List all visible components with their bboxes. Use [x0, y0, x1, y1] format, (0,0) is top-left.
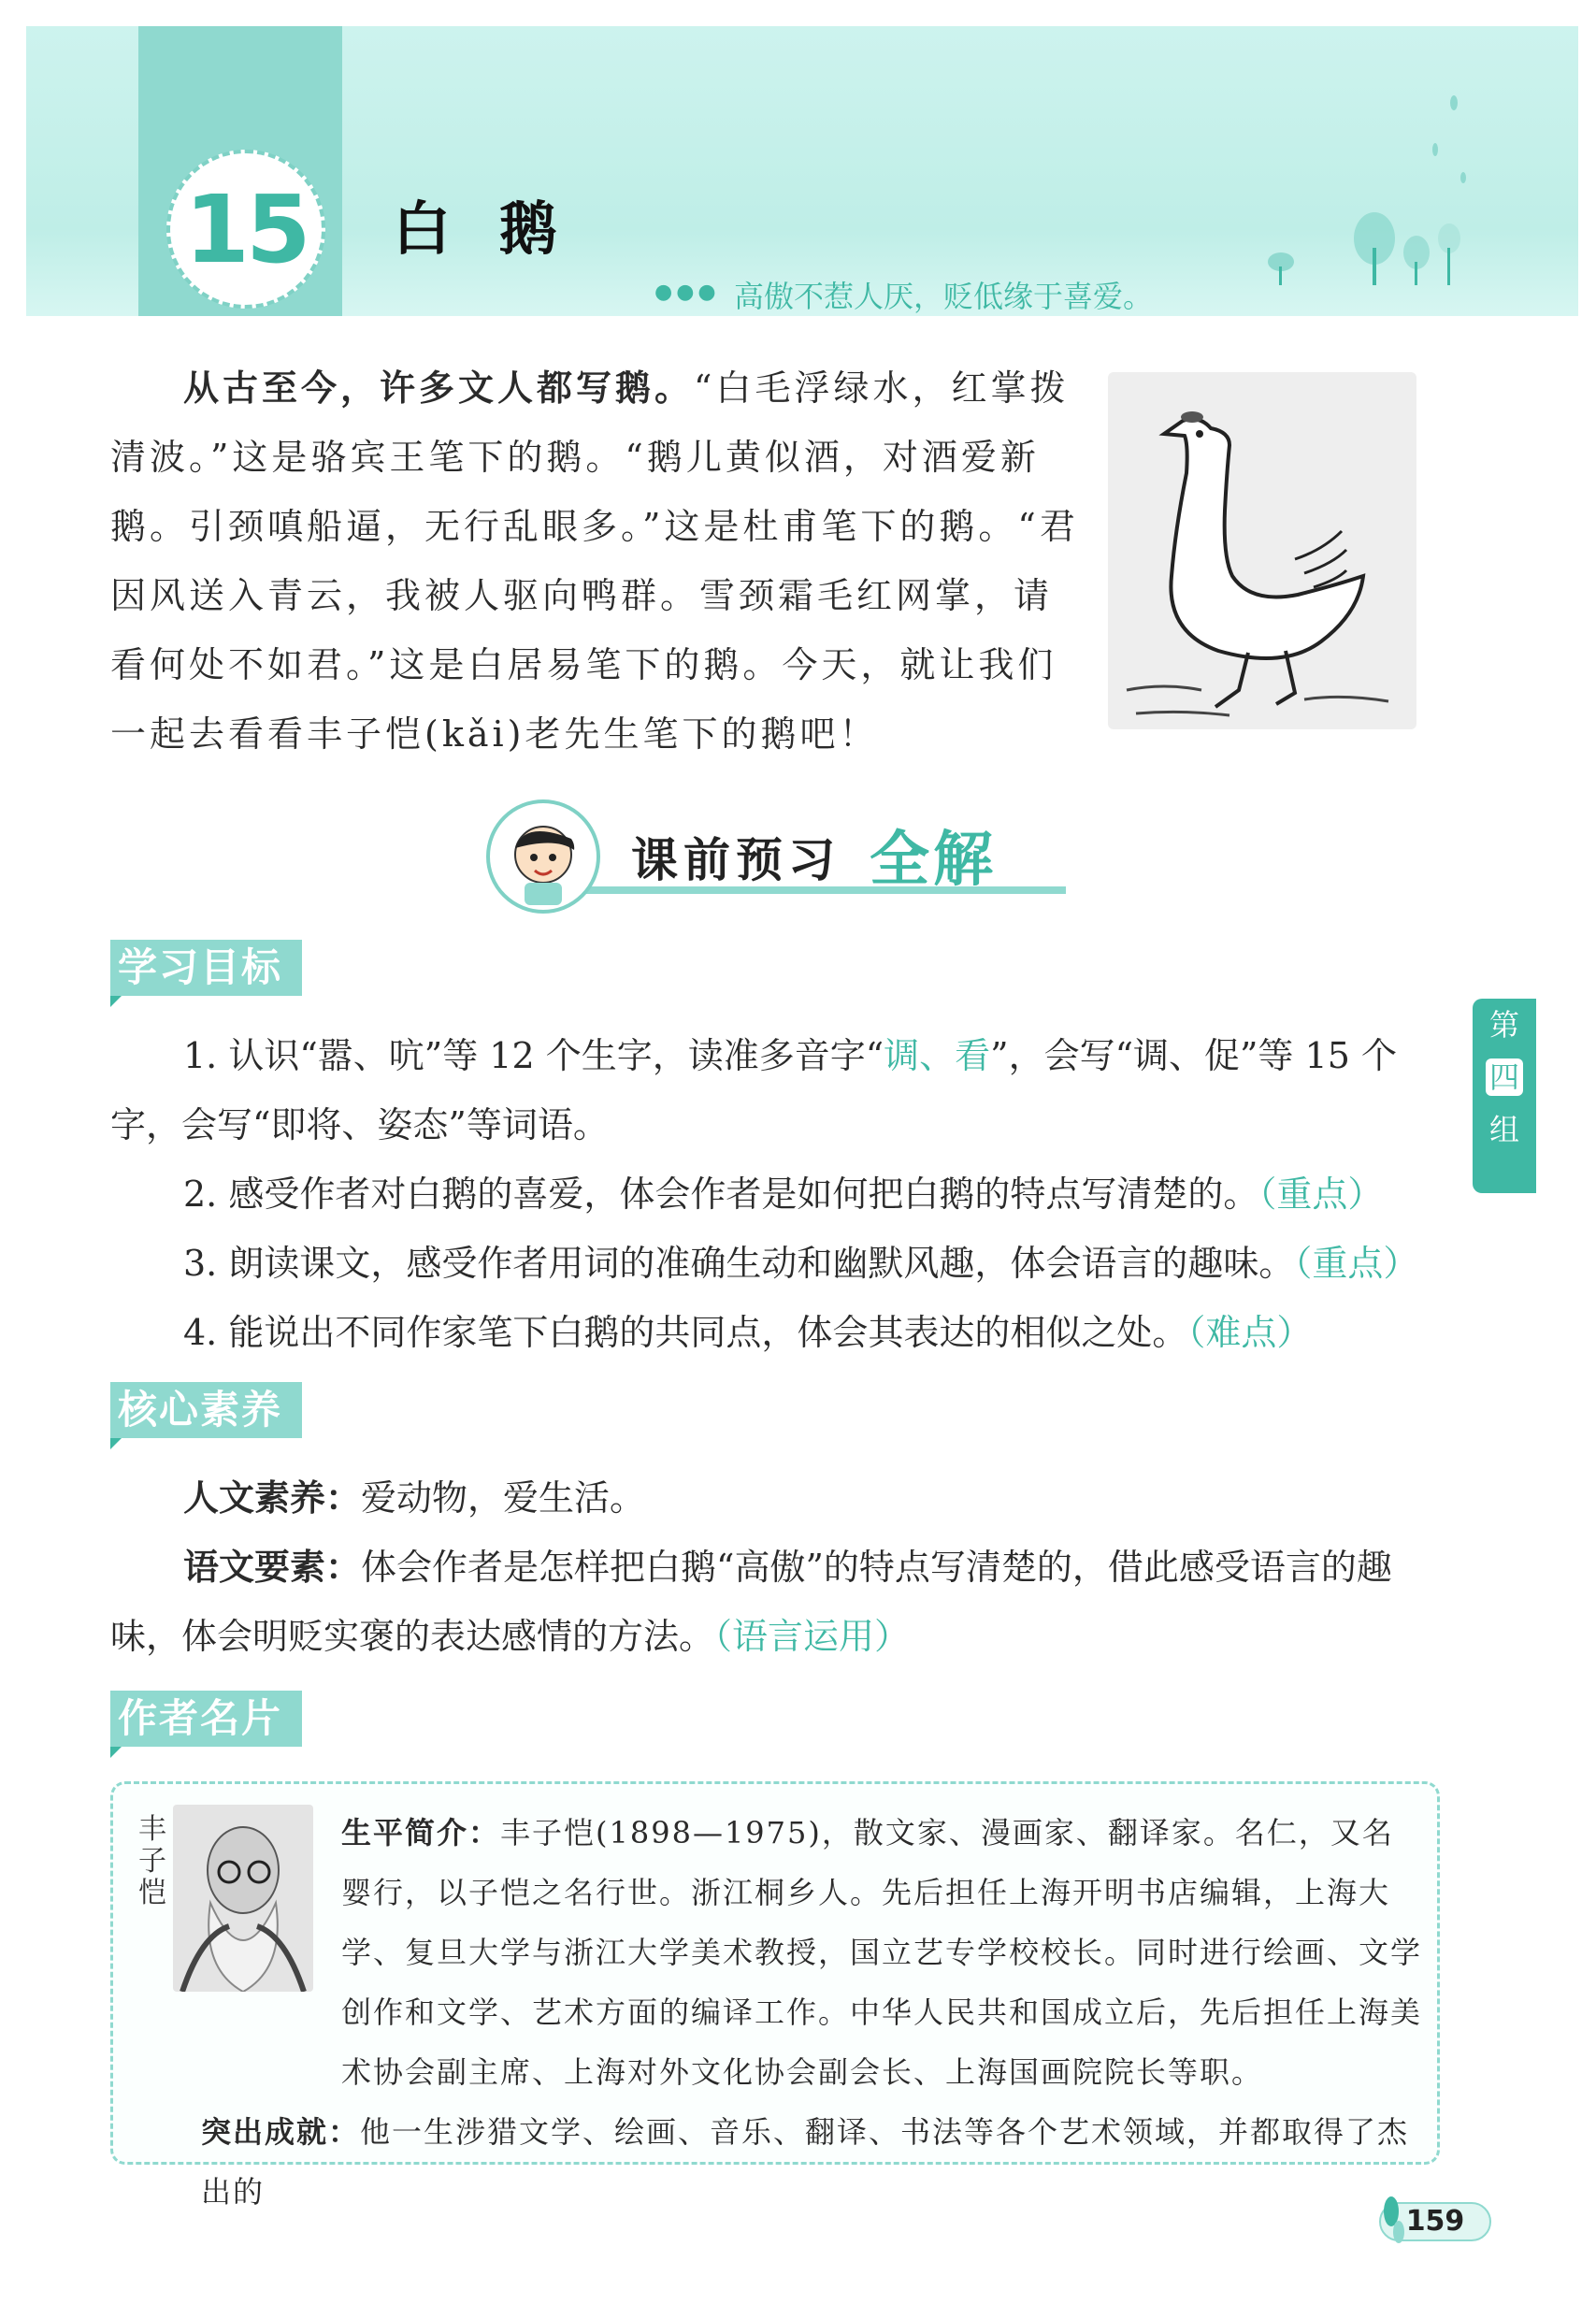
author-achievement [201, 2102, 1426, 2222]
core-humanities [110, 1463, 1447, 1533]
goal-1-text-c: ”，会写“调、促”等 15 个字，会写“即将、姿态”等词语。 [110, 1035, 1397, 1145]
intro-body: “白毛浮绿水，红掌拨清波。”这是骆宾王笔下的鹅。“鹅儿黄似酒，对酒爱新鹅。引颈嗔船逼，无行乱眼多。”这是杜甫笔下的鹅。“君因风送入青云，我被人驱向鸭群。雪颈霜毛红网掌，请看何处不如君。”这是白居易笔下的鹅。今天，就让我们一起去看看丰子恺(kǎi)老先生笔下的鹅吧！ [110, 367, 1079, 755]
core-language-tag: （语言运用） [714, 1616, 911, 1657]
goal-2-text: 2. 感受作者对白鹅的喜爱，体会作者是如何把白鹅的特点写清楚的。 [183, 1174, 1259, 1215]
author-bio-text: 丰子恺(1898—1975)，散文家、漫画家、翻译家。名仁，又名婴行，以子恺之名行世。浙江桐乡人。先后担任上海开明书店编辑，上海大学、复旦大学与浙江大学美术教授，国立艺专学校校长。同时进行绘画、文学创作和文学、艺术方面的编译工作。中华人民共和国成立后，先后担任上海美术协会副主席、上海对外文化协会副会长、上海国画院院长等职。 [341, 1815, 1423, 2090]
goal-1-text-a: 1. 认识“嚣、吭”等 12 个生字，读准多音字“ [183, 1035, 884, 1076]
author-bio [341, 1803, 1424, 2102]
side-tab-char-2: 四 [1486, 1058, 1523, 1096]
lesson-number-badge [166, 150, 325, 309]
core-language-text: 体会作者是怎样把白鹅“高傲”的特点写清楚的，借此感受语言的趣味，体会明贬实褒的表达感情的方法。 [110, 1547, 1392, 1657]
lesson-title: 白鹅 [393, 194, 607, 263]
boy-face-icon [490, 803, 597, 910]
banner-title-highlight: 全解 [870, 826, 997, 895]
dots-icon: ●●● [654, 281, 720, 304]
author-achievement-text: 他一生涉猎文学、绘画、音乐、翻译、书法等各个艺术领域，并都取得了杰出的 [201, 2114, 1410, 2210]
goal-4-tag: （难点） [1187, 1312, 1313, 1353]
goal-4 [110, 1298, 1447, 1367]
goal-1 [110, 1021, 1447, 1159]
goose-illustration [1108, 372, 1416, 729]
leaf-icon [1374, 2193, 1412, 2249]
author-portrait [173, 1805, 313, 1992]
student-avatar [486, 799, 600, 914]
goal-2-tag: （重点） [1258, 1174, 1384, 1215]
goal-3-tag: （重点） [1294, 1243, 1419, 1284]
intro-lead: 从古至今，许多文人都写鹅。 [183, 367, 695, 409]
section-label-author: 作者名片 [110, 1691, 302, 1747]
goal-4-text: 4. 能说出不同作家笔下白鹅的共同点，体会其表达的相似之处。 [183, 1312, 1188, 1353]
side-tab-char-1: 第 [1488, 1007, 1519, 1043]
goose-icon [1108, 372, 1416, 729]
lesson-motto: 高傲不惹人厌，贬低缘于喜爱。 [734, 279, 1154, 314]
author-name-vertical: 丰子恺 [138, 1813, 166, 1909]
page-number: 159 [1379, 2202, 1491, 2241]
trees-decoration-icon [1253, 75, 1477, 290]
side-tab-char-3: 组 [1488, 1112, 1519, 1147]
core-language [110, 1533, 1447, 1671]
core-language-label: 语文要素： [183, 1547, 362, 1588]
intro-paragraph [110, 353, 1083, 769]
author-achievement-label: 突出成就： [201, 2114, 361, 2150]
unit-side-tab [1473, 999, 1536, 1193]
goal-2 [110, 1159, 1447, 1229]
goal-1-polyphones: 调、看 [884, 1035, 991, 1076]
core-humanities-label: 人文素养： [183, 1477, 362, 1519]
section-label-goals: 学习目标 [110, 940, 302, 996]
goal-3-text: 3. 朗读课文，感受作者用词的准确生动和幽默风趣，体会语言的趣味。 [183, 1243, 1295, 1284]
lesson-number: 15 [184, 174, 308, 284]
core-humanities-text: 爱动物，爱生活。 [361, 1477, 646, 1519]
portrait-icon [173, 1805, 313, 1992]
author-bio-label: 生平简介： [341, 1815, 501, 1850]
goal-3 [110, 1229, 1447, 1298]
banner-title: 课前预习 [631, 833, 841, 887]
section-label-core: 核心素养 [110, 1382, 302, 1438]
